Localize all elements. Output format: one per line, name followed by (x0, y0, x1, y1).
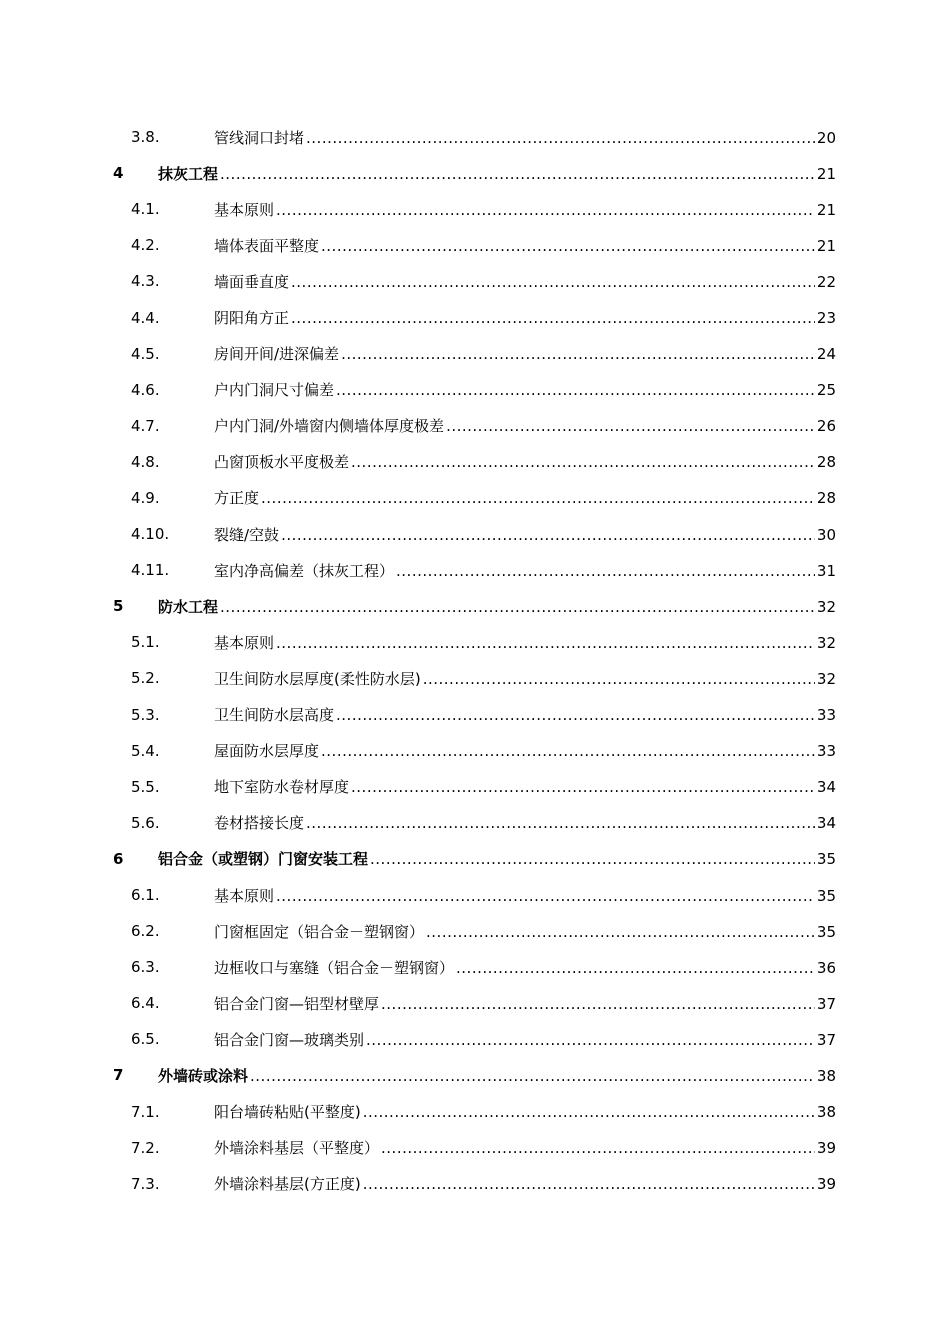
toc-dot-leader (281, 526, 815, 544)
toc-entry-line (158, 1065, 836, 1086)
toc-entry-page-number: 32 (816, 597, 836, 616)
toc-dot-leader (321, 742, 815, 760)
toc-dot-leader (336, 706, 815, 724)
toc-subsection-entry[interactable] (0, 913, 950, 949)
toc-entry-line (214, 812, 836, 833)
toc-dot-leader (291, 273, 815, 291)
toc-subsection-entry[interactable] (0, 985, 950, 1021)
toc-entry-page-number: 25 (816, 381, 836, 400)
toc-entry-title: 防水工程 (158, 597, 219, 616)
toc-entry-page-number: 38 (816, 1066, 836, 1085)
toc-entry-number: 6.5. (131, 1030, 160, 1049)
toc-entry-number: 6 (113, 849, 124, 868)
toc-entry-number: 5.6. (131, 813, 160, 832)
toc-entry-title: 户内门洞/外墙窗内侧墙体厚度极差 (214, 417, 445, 436)
toc-entry-page-number: 39 (816, 1139, 836, 1158)
toc-entry-number: 6.3. (131, 958, 160, 977)
toc-entry-title: 铝合金门窗—铝型材壁厚 (214, 994, 380, 1013)
toc-dot-leader (351, 778, 815, 796)
toc-entry-number: 4.5. (131, 344, 160, 363)
toc-section-entry[interactable] (0, 588, 950, 624)
toc-entry-page-number: 35 (816, 922, 836, 941)
toc-dot-leader (396, 562, 815, 580)
toc-entry-line (214, 524, 836, 545)
toc-subsection-entry[interactable] (0, 877, 950, 913)
toc-entry-number: 5.2. (131, 669, 160, 688)
toc-entry-number: 7 (113, 1066, 124, 1085)
toc-subsection-entry[interactable] (0, 552, 950, 588)
toc-dot-leader (363, 1103, 815, 1121)
toc-entry-line (214, 415, 836, 436)
toc-subsection-entry[interactable] (0, 733, 950, 769)
toc-entry-line (214, 957, 836, 978)
toc-entry-number: 7.1. (131, 1102, 160, 1121)
toc-entry-line (214, 307, 836, 328)
toc-entry-line (214, 1101, 836, 1122)
toc-dot-leader (220, 598, 815, 616)
toc-entry-line (158, 848, 836, 869)
toc-entry-number: 4.7. (131, 416, 160, 435)
toc-dot-leader (363, 1175, 815, 1193)
toc-entry-number: 4.3. (131, 272, 160, 291)
toc-entry-page-number: 35 (816, 886, 836, 905)
toc-entry-title: 铝合金门窗—玻璃类别 (214, 1030, 365, 1049)
toc-entry-page-number: 33 (816, 742, 836, 761)
toc-entry-line (214, 560, 836, 581)
toc-subsection-entry[interactable] (0, 805, 950, 841)
toc-subsection-entry[interactable] (0, 1130, 950, 1166)
toc-entry-page-number: 30 (816, 525, 836, 544)
toc-dot-leader (446, 417, 815, 435)
toc-entry-number: 7.2. (131, 1138, 160, 1157)
toc-entry-number: 5.3. (131, 705, 160, 724)
toc-entry-line (214, 127, 836, 148)
toc-entry-page-number: 21 (816, 164, 836, 183)
toc-dot-leader (423, 670, 815, 688)
toc-entry-line (214, 776, 836, 797)
toc-entry-title: 基本原则 (214, 200, 275, 219)
toc-entry-line (214, 343, 836, 364)
toc-entry-number: 4.11. (131, 561, 170, 580)
toc-entry-number: 4.8. (131, 452, 160, 471)
toc-entry-page-number: 23 (816, 309, 836, 328)
toc-entry-number: 4.2. (131, 236, 160, 255)
toc-entry-title: 卫生间防水层高度 (214, 706, 335, 725)
toc-entry-title: 边框收口与塞缝（铝合金－塑钢窗） (214, 958, 455, 977)
toc-entry-number: 4.9. (131, 488, 160, 507)
toc-entry-page-number: 34 (816, 778, 836, 797)
toc-subsection-entry[interactable] (0, 1021, 950, 1057)
toc-entry-title: 基本原则 (214, 633, 275, 652)
toc-entry-line (158, 596, 836, 617)
toc-subsection-entry[interactable] (0, 263, 950, 299)
toc-dot-leader (291, 309, 815, 327)
toc-entry-page-number: 34 (816, 814, 836, 833)
toc-entry-title: 房间开间/进深偏差 (214, 345, 340, 364)
toc-subsection-entry[interactable] (0, 408, 950, 444)
toc-entry-page-number: 21 (816, 200, 836, 219)
toc-entry-line (158, 163, 836, 184)
toc-dot-leader (220, 165, 815, 183)
toc-entry-number: 5.1. (131, 633, 160, 652)
toc-subsection-entry[interactable] (0, 949, 950, 985)
toc-dot-leader (381, 1139, 815, 1157)
toc-entry-title: 卫生间防水层厚度(柔性防水层) (214, 669, 421, 688)
toc-entry-page-number: 24 (816, 345, 836, 364)
toc-dot-leader (426, 923, 815, 941)
toc-entry-number: 5 (113, 597, 124, 616)
toc-entry-line (214, 921, 836, 942)
toc-entry-page-number: 28 (816, 453, 836, 472)
toc-dot-leader (261, 489, 815, 507)
toc-entry-title: 屋面防水层厚度 (214, 742, 320, 761)
toc-entry-line (214, 704, 836, 725)
toc-subsection-entry[interactable] (0, 480, 950, 516)
toc-dot-leader (250, 1067, 815, 1085)
toc-entry-title: 阳台墙砖粘贴(平整度) (214, 1103, 361, 1122)
toc-entry-title: 裂缝/空鼓 (214, 525, 280, 544)
toc-entry-line (214, 271, 836, 292)
toc-entry-title: 管线洞口封堵 (214, 128, 305, 147)
toc-entry-line (214, 1173, 836, 1194)
toc-entry-number: 4.6. (131, 380, 160, 399)
toc-dot-leader (276, 634, 815, 652)
toc-subsection-entry[interactable] (0, 697, 950, 733)
toc-entry-number: 6.1. (131, 886, 160, 905)
toc-entry-title: 外墙砖或涂料 (158, 1066, 249, 1085)
toc-subsection-entry[interactable] (0, 119, 950, 155)
toc-dot-leader (381, 995, 815, 1013)
toc-subsection-entry[interactable] (0, 1094, 950, 1130)
toc-entry-number: 5.5. (131, 777, 160, 796)
toc-dot-leader (306, 129, 815, 147)
toc-entry-title: 铝合金（或塑钢）门窗安装工程 (158, 850, 369, 869)
toc-entry-line (214, 379, 836, 400)
toc-subsection-entry[interactable] (0, 227, 950, 263)
toc-entry-line (214, 740, 836, 761)
toc-entry-title: 阴阳角方正 (214, 309, 290, 328)
toc-entry-number: 4.10. (131, 525, 170, 544)
toc-entry-title: 室内净高偏差（抹灰工程） (214, 561, 395, 580)
toc-entry-page-number: 36 (816, 958, 836, 977)
toc-entry-page-number: 26 (816, 417, 836, 436)
toc-entry-title: 凸窗顶板水平度极差 (214, 453, 350, 472)
toc-subsection-entry[interactable] (0, 1166, 950, 1202)
toc-entry-line (214, 1137, 836, 1158)
toc-section-entry[interactable] (0, 155, 950, 191)
toc-entry-title: 墙面垂直度 (214, 272, 290, 291)
toc-subsection-entry[interactable] (0, 769, 950, 805)
toc-entry-number: 6.4. (131, 994, 160, 1013)
toc-entry-number: 7.3. (131, 1174, 160, 1193)
toc-entry-page-number: 35 (816, 850, 836, 869)
toc-entry-number: 6.2. (131, 922, 160, 941)
toc-entry-page-number: 39 (816, 1175, 836, 1194)
toc-subsection-entry[interactable] (0, 624, 950, 660)
toc-entry-line (214, 885, 836, 906)
toc-dot-leader (321, 237, 815, 255)
toc-entry-page-number: 37 (816, 994, 836, 1013)
toc-subsection-entry[interactable] (0, 336, 950, 372)
toc-subsection-entry[interactable] (0, 191, 950, 227)
toc-entry-title: 墙体表面平整度 (214, 236, 320, 255)
toc-dot-leader (351, 453, 815, 471)
toc-entry-title: 基本原则 (214, 886, 275, 905)
toc-entry-page-number: 28 (816, 489, 836, 508)
toc-entry-page-number: 32 (816, 633, 836, 652)
toc-entry-number: 3.8. (131, 128, 160, 147)
toc-dot-leader (276, 201, 815, 219)
toc-entry-line (214, 451, 836, 472)
toc-entry-number: 4 (113, 164, 124, 183)
toc-dot-leader (306, 814, 815, 832)
toc-entry-line (214, 235, 836, 256)
toc-subsection-entry[interactable] (0, 660, 950, 696)
toc-entry-title: 地下室防水卷材厚度 (214, 778, 350, 797)
toc-entry-title: 门窗框固定（铝合金－塑钢窗） (214, 922, 425, 941)
toc-entry-page-number: 20 (816, 128, 836, 147)
toc-entry-title: 外墙涂料基层（平整度） (214, 1139, 380, 1158)
toc-entry-page-number: 31 (816, 561, 836, 580)
toc-dot-leader (276, 887, 815, 905)
toc-subsection-entry[interactable] (0, 444, 950, 480)
toc-entry-page-number: 22 (816, 272, 836, 291)
toc-dot-leader (336, 381, 815, 399)
toc-dot-leader (456, 959, 815, 977)
toc-entry-line (214, 993, 836, 1014)
toc-entry-line (214, 487, 836, 508)
toc-subsection-entry[interactable] (0, 372, 950, 408)
toc-entry-number: 5.4. (131, 741, 160, 760)
toc-entry-line (214, 1029, 836, 1050)
toc-entry-line (214, 199, 836, 220)
toc-section-entry[interactable] (0, 841, 950, 877)
toc-entry-page-number: 37 (816, 1030, 836, 1049)
toc-entry-page-number: 33 (816, 706, 836, 725)
toc-entry-title: 户内门洞尺寸偏差 (214, 381, 335, 400)
toc-entry-line (214, 668, 836, 689)
toc-entry-title: 方正度 (214, 489, 260, 508)
toc-dot-leader (341, 345, 815, 363)
toc-subsection-entry[interactable] (0, 299, 950, 335)
toc-entry-line (214, 632, 836, 653)
toc-entry-page-number: 38 (816, 1103, 836, 1122)
toc-entry-number: 4.4. (131, 308, 160, 327)
toc-entry-title: 外墙涂料基层(方正度) (214, 1175, 361, 1194)
toc-entry-number: 4.1. (131, 200, 160, 219)
toc-entry-title: 抹灰工程 (158, 164, 219, 183)
toc-entry-page-number: 32 (816, 669, 836, 688)
toc-dot-leader (370, 850, 815, 868)
table-of-contents (0, 119, 950, 1202)
toc-entry-page-number: 21 (816, 236, 836, 255)
toc-dot-leader (366, 1031, 815, 1049)
toc-section-entry[interactable] (0, 1057, 950, 1093)
toc-entry-title: 卷材搭接长度 (214, 814, 305, 833)
toc-subsection-entry[interactable] (0, 516, 950, 552)
